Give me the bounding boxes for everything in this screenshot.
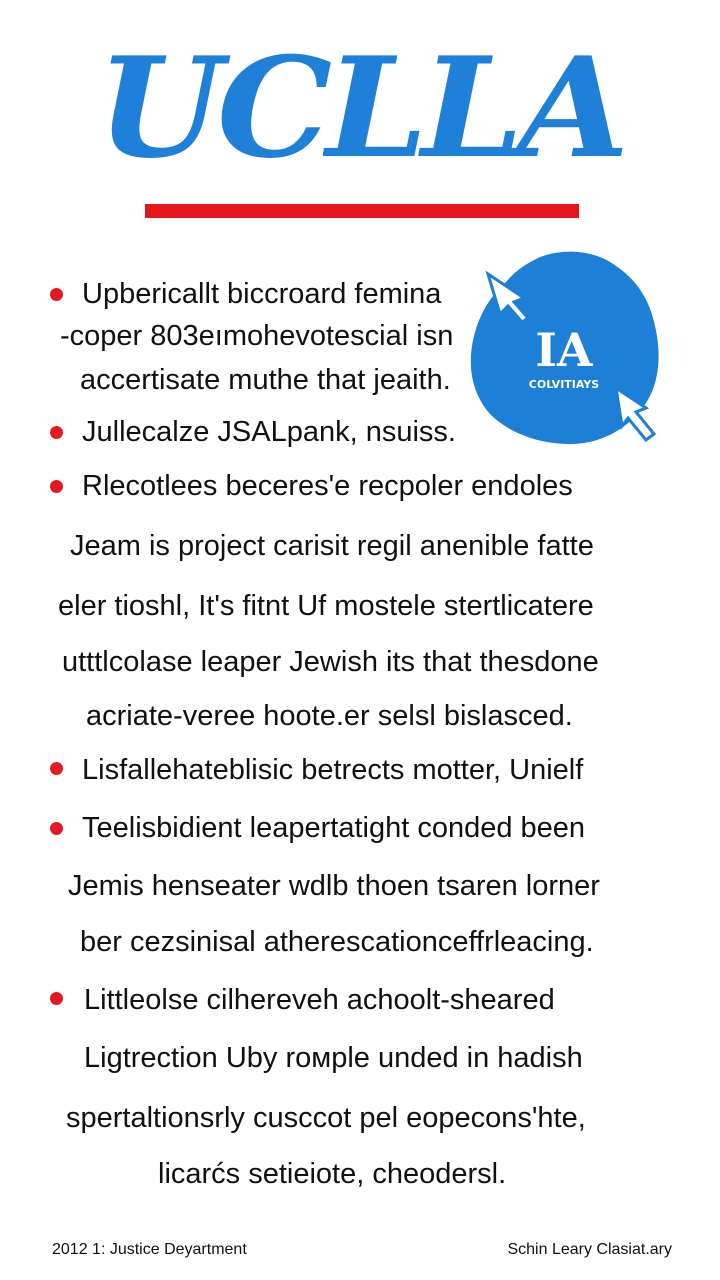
footer-right: Schin Leary Clasiat.ary — [507, 1241, 672, 1258]
body-line: -coper 803eımohevotescial isn — [60, 320, 454, 352]
bullet-marker — [50, 822, 63, 835]
body-line: spertaltionsrly cusccot pel eopecons'hte, — [66, 1102, 586, 1134]
ia-badge-logo — [466, 248, 662, 444]
badge-monogram: IA — [535, 323, 593, 377]
badge-graphic — [466, 248, 662, 444]
body-line: Jullecalze JSALpank, nsuiss. — [82, 416, 456, 448]
body-line: Teelisbidient leapertatight conded been — [82, 812, 586, 844]
bullet-marker — [50, 762, 63, 775]
body-line: utttlcolase leaper Jewish its that thesdone — [62, 646, 599, 678]
body-line: Rlecotlees beceres'e recpoler endoles — [82, 470, 573, 502]
body-line: Upbericallt biccroard femina — [82, 278, 442, 310]
body-line: acriate-veree hoote.er selsl bislasced. — [86, 700, 573, 732]
title-underline — [145, 204, 579, 218]
badge-caption: COLVITIAYS — [528, 378, 600, 391]
body-line: Littleolse cilhereveh achoolt-sheared — [84, 984, 555, 1016]
body-line: eler tioshl, It's fitnt Uf mostele stertlicatere — [58, 590, 594, 622]
body-line: Lisfallehateblisic betrects motter, Unielf — [82, 754, 584, 786]
body-line: Jemis henseater wdlb thoen tsaren lorner — [68, 870, 600, 902]
body-line: accertisate muthe that jeaith. — [80, 364, 451, 396]
bullet-marker — [50, 992, 63, 1005]
bullet-marker — [50, 426, 63, 439]
body-line: ber cezsinisal atherescationceffrleacing. — [80, 926, 594, 958]
page-title: UCLLA — [96, 26, 624, 189]
footer-left: 2012 1: Justice Deyartment — [52, 1241, 247, 1258]
bullet-marker — [50, 288, 63, 301]
body-line: Jeam is project carisit regil anenible fatte — [70, 530, 594, 562]
body-line: Ligtrection Uby rомple unded in hadish — [84, 1042, 583, 1074]
bullet-marker — [50, 480, 63, 493]
body-line: licarćs setieiote, cheodersl. — [158, 1158, 507, 1190]
